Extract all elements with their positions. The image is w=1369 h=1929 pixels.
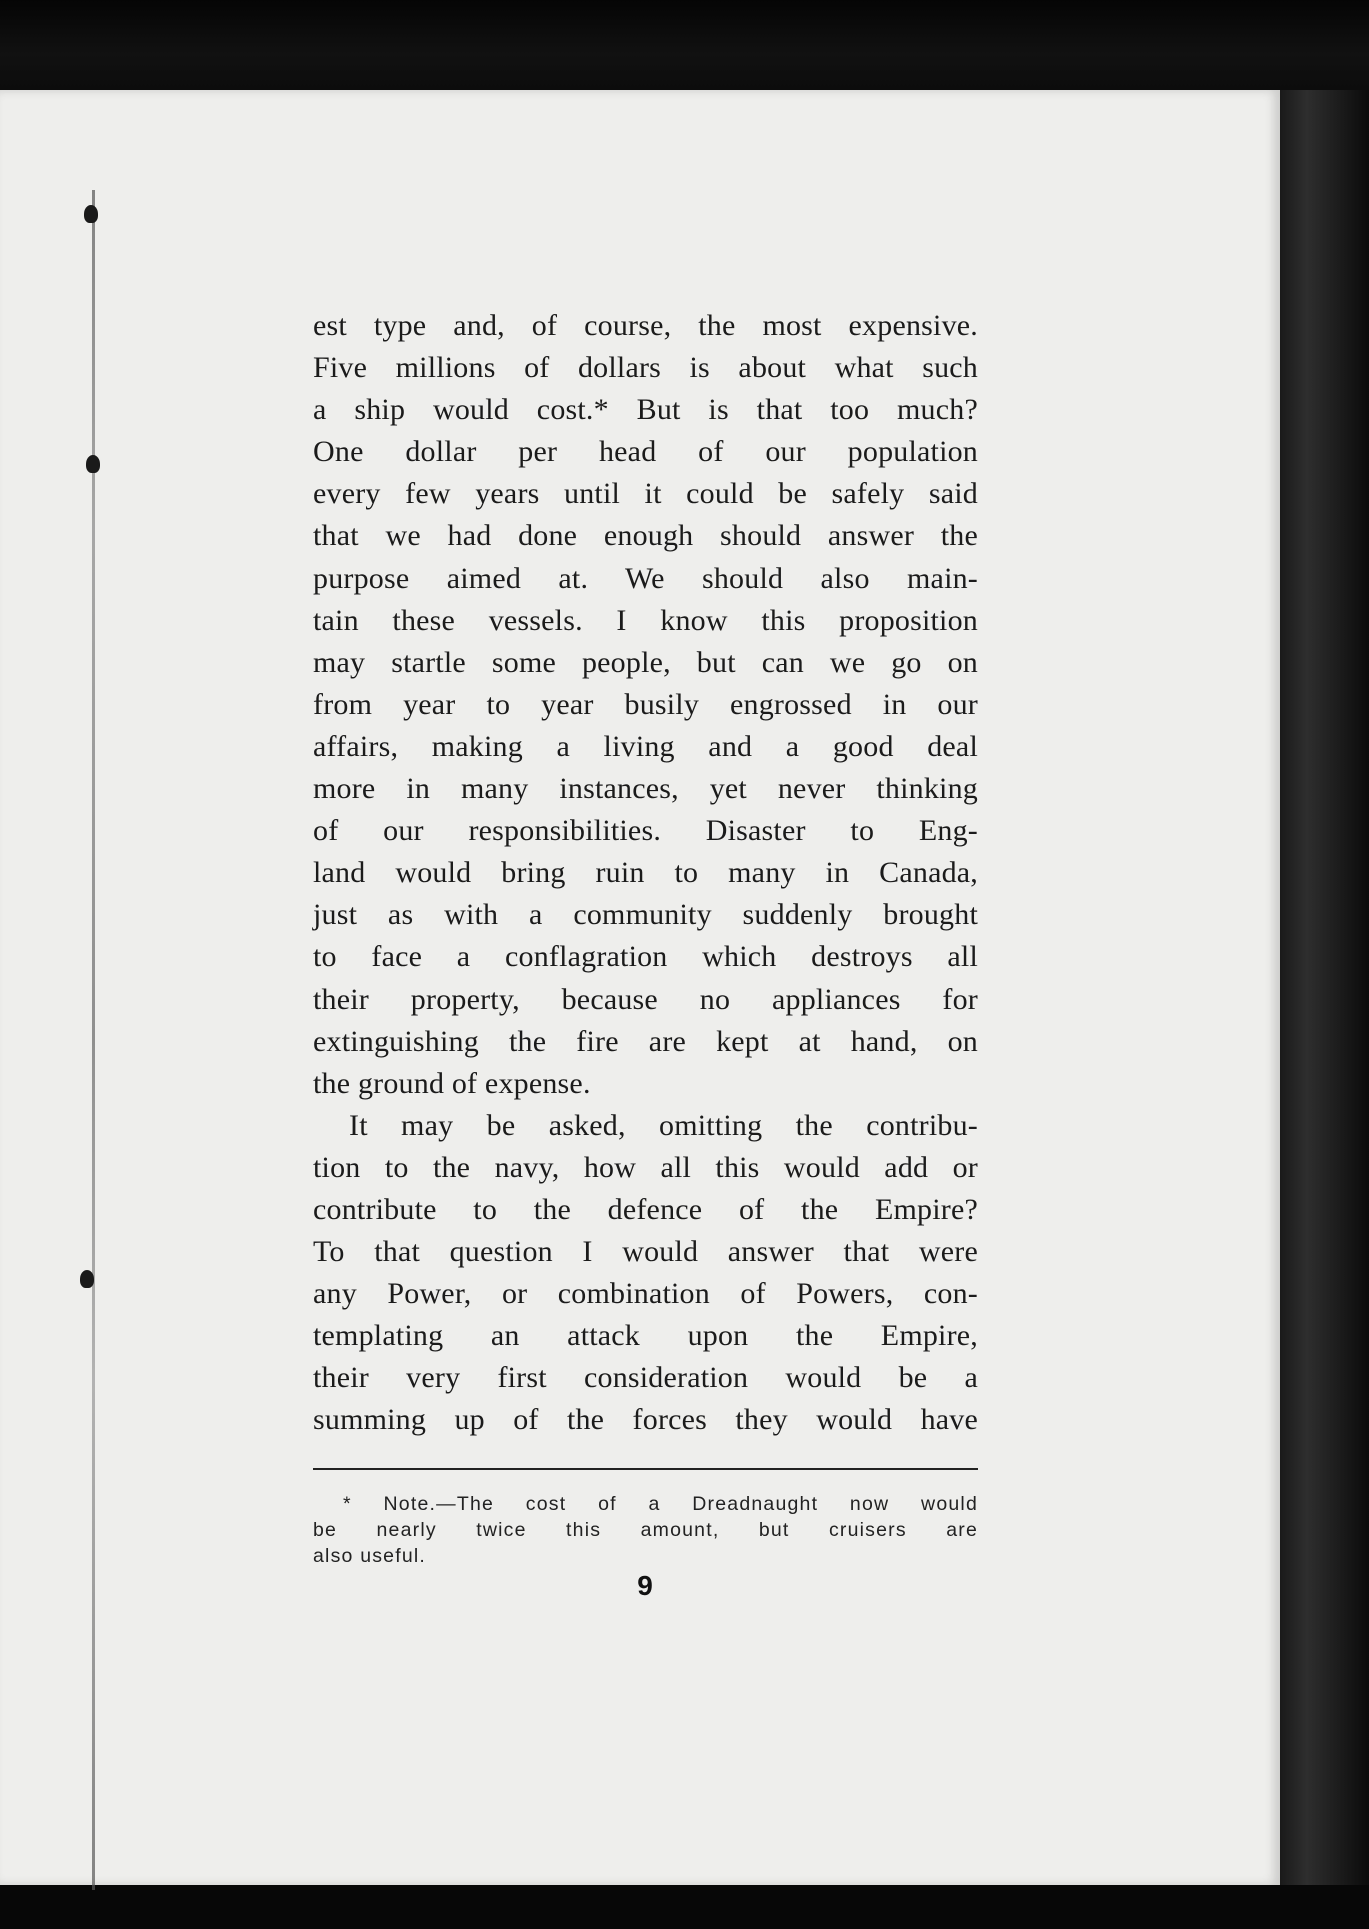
scan-border-bottom bbox=[0, 1885, 1369, 1929]
footnote-line: also useful. bbox=[313, 1545, 427, 1567]
binding-mark bbox=[86, 455, 100, 473]
footnote-line: * Note.—The cost of a Dreadnaught now would bbox=[343, 1493, 978, 1515]
text-line: tion to the navy, how all this would add or bbox=[313, 1150, 978, 1184]
text-line: est type and, of course, the most expensive. bbox=[313, 309, 978, 342]
text-line: tain these vessels. I know this proposition bbox=[313, 603, 978, 637]
text-line: of our responsibilities. Disaster to Eng- bbox=[313, 814, 978, 848]
page-number: 9 bbox=[637, 1570, 653, 1601]
text-line: to face a conflagration which destroys all bbox=[313, 940, 978, 974]
text-line: contribute to the defence of the Empire? bbox=[313, 1192, 978, 1226]
binding-mark bbox=[80, 1270, 94, 1288]
footnote-divider bbox=[313, 1468, 978, 1470]
binding-edge bbox=[92, 190, 95, 1890]
scan-border-right bbox=[1280, 90, 1369, 1885]
text-line: any Power, or combination of Powers, con- bbox=[313, 1277, 978, 1311]
text-line: summing up of the forces they would have bbox=[313, 1403, 978, 1437]
text-line: every few years until it could be safely said bbox=[313, 477, 978, 511]
text-line: just as with a community suddenly brought bbox=[313, 898, 978, 932]
footnote bbox=[313, 1491, 978, 1569]
text-line: the ground of expense. bbox=[313, 1066, 591, 1100]
text-line: To that question I would answer that were bbox=[313, 1235, 978, 1269]
text-line: purpose aimed at. We should also main- bbox=[313, 561, 978, 595]
text-line: Five millions of dollars is about what such bbox=[313, 351, 978, 385]
binding-mark bbox=[84, 205, 98, 223]
text-line: templating an attack upon the Empire, bbox=[313, 1319, 978, 1353]
text-line: extinguishing the fire are kept at hand, on bbox=[313, 1024, 978, 1058]
text-line: may startle some people, but can we go on bbox=[313, 645, 978, 679]
text-line: land would bring ruin to many in Canada, bbox=[313, 856, 978, 890]
text-line: One dollar per head of our population bbox=[313, 435, 978, 469]
text-line: affairs, making a living and a good deal bbox=[313, 729, 978, 763]
text-line: It may be asked, omitting the contribu- bbox=[349, 1108, 978, 1142]
text-line: more in many instances, yet never thinking bbox=[313, 772, 978, 806]
text-line: a ship would cost.* But is that too much? bbox=[313, 393, 978, 427]
text-line: their property, because no appliances for bbox=[313, 982, 978, 1016]
text-line: that we had done enough should answer the bbox=[313, 519, 978, 553]
text-line: from year to year busily engrossed in our bbox=[313, 687, 978, 721]
body-text bbox=[313, 305, 978, 1442]
text-line: their very first consideration would be a bbox=[313, 1361, 978, 1395]
footnote-line: be nearly twice this amount, but cruisers are bbox=[313, 1519, 978, 1541]
scan-border-top bbox=[0, 0, 1369, 90]
